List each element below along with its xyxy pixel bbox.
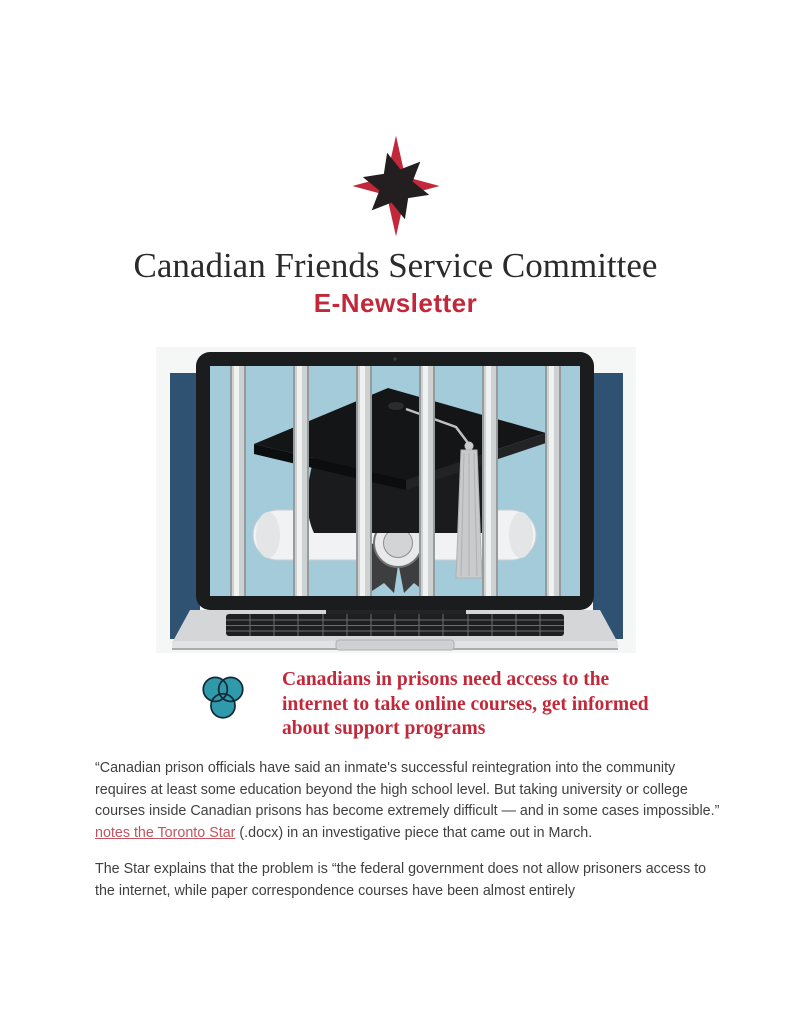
right-navy-panel xyxy=(593,373,623,639)
logo xyxy=(0,0,791,243)
keyboard xyxy=(226,614,564,636)
hero-image xyxy=(156,347,636,653)
org-title: Canadian Friends Service Committee xyxy=(133,246,658,285)
article-heading: Canadians in prisons need access to the internet to take online courses, get informed about support programs xyxy=(282,669,649,740)
hinge xyxy=(326,610,466,614)
cap-button xyxy=(388,402,404,410)
three-circles-icon xyxy=(197,673,249,725)
webcam-dot xyxy=(393,358,396,361)
trackpad xyxy=(336,640,454,650)
paragraph-1-text-after: (.docx) in an investigative piece that came out in March. xyxy=(235,825,593,842)
paragraph-2: The Star explains that the problem is “the federal government does not allow prisoners access to the internet, while paper correspondence courses have been almost entirely xyxy=(95,860,707,899)
cfsc-star-logo xyxy=(344,134,448,238)
article-header xyxy=(197,668,791,742)
laptop-base xyxy=(172,610,618,650)
paragraph-1-text: “Canadian prison officials have said an inmate's successful reintegration into the community requires at least some education beyond the high school level. But taking university or college courses inside Canadian prisons has become extremely difficult — and in some cases impossible.” xyxy=(95,759,720,820)
laptop-prison-bars-illustration xyxy=(156,347,636,653)
newsletter-subtitle: E-Newsletter xyxy=(313,288,478,319)
paragraph-1 xyxy=(95,758,727,845)
left-navy-panel xyxy=(170,373,200,639)
toronto-star-link[interactable]: notes the Toronto Star xyxy=(95,825,236,842)
